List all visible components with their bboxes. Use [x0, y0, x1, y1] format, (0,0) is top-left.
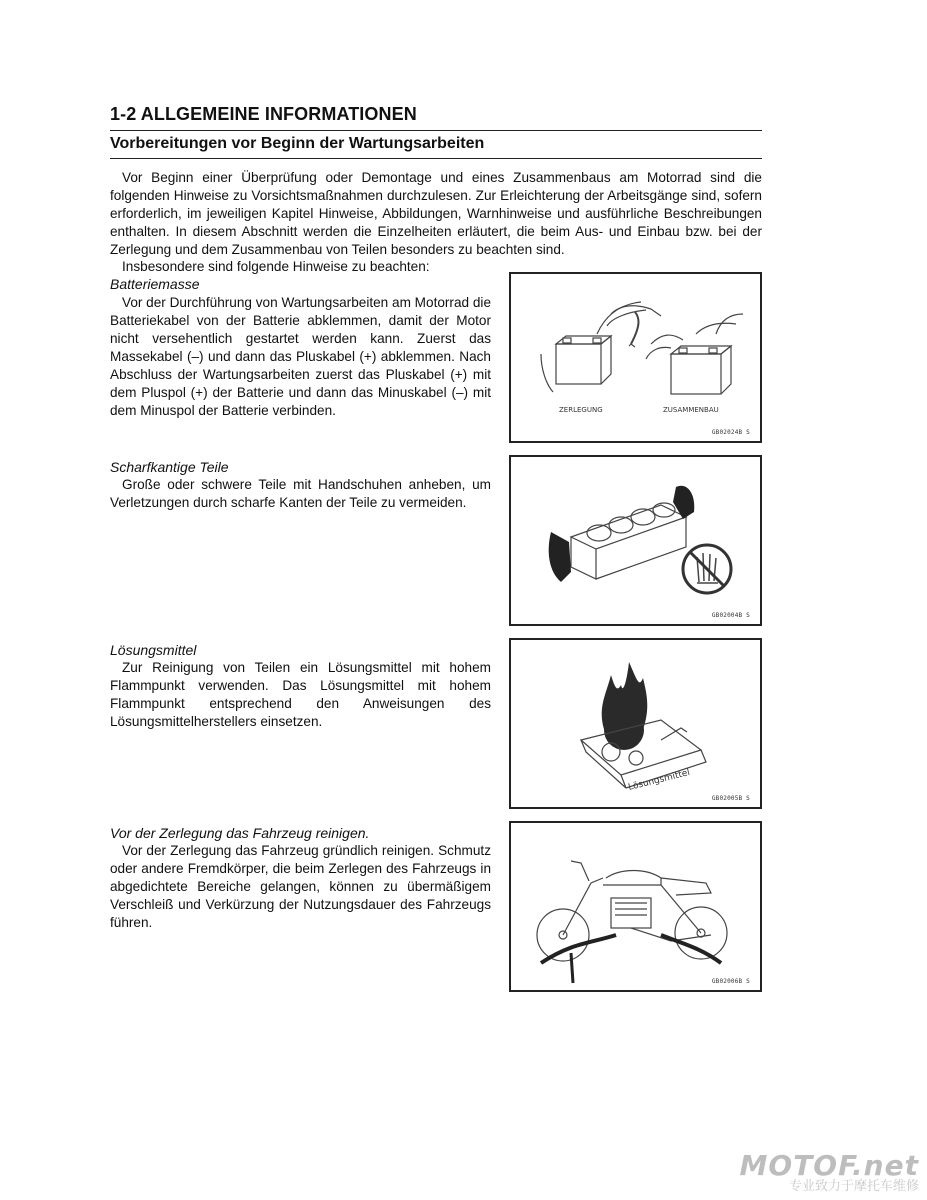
- section-heading-clean-vehicle: Vor der Zerlegung das Fahrzeug reinigen.: [110, 825, 370, 841]
- figure-code: GB02024B S: [711, 429, 750, 436]
- section-body-clean-vehicle: Vor der Zerlegung das Fahrzeug gründlich reinigen. Schmutz oder andere Fremdkörper, die beim Zerlegen des Fahrzeugs in abgedichtete Bereiche gelangen, können zu übermäßigem Verschleiß und Verkürzung der Nutzungsdauer des Fahrzeugs führen.: [110, 843, 491, 930]
- figure-code: GB02005B S: [711, 795, 750, 802]
- watermark: [739, 1149, 919, 1194]
- section-body-battery: Vor der Durchführung von Wartungsarbeiten am Motorrad die Batteriekabel von der Batterie abklemmen, damit der Motor nicht versehentlich gestartet werden kann. Zuerst das Massekabel (–) und dann das Pluskabel (+) abklemmen. Nach Abschluss der Wartungsarbeiten zuerst das Pluskabel (+) mit dem Pluspol (+) der Batterie und dann das Minuskabel (–) mit dem Minuspol der Batterie verbinden.: [110, 295, 491, 418]
- figure-battery: [509, 272, 762, 443]
- figure-sharp-parts: [509, 455, 762, 626]
- section-body-solvent: Zur Reinigung von Teilen ein Lösungsmittel mit hohem Flammpunkt verwenden. Das Lösungsmittel mit hohem Flammpunkt entsprechend den Anweisungen des Lösungsmittelherstellers einsetzen.: [110, 660, 491, 729]
- gloves-illustration: [511, 457, 760, 624]
- chapter-title: 1-2 ALLGEMEINE INFORMATIONEN: [110, 104, 417, 124]
- divider: [110, 158, 762, 159]
- section-title: Vorbereitungen vor Beginn der Wartungsarbeiten: [110, 135, 485, 152]
- watermark-tagline: 专业致力于摩托车维修: [788, 1179, 919, 1194]
- figure-code: GB02004B S: [711, 612, 750, 619]
- figure-label-right: ZUSAMMENBAU: [663, 406, 719, 414]
- tray-label: Lösungsmittel: [627, 767, 692, 793]
- solvent-illustration: [511, 640, 760, 807]
- note-paragraph: Insbesondere sind folgende Hinweise zu beachten:: [122, 259, 430, 274]
- section-body-sharp-parts: Große oder schwere Teile mit Handschuhen anheben, um Verletzungen durch scharfe Kanten der Teile zu vermeiden.: [110, 477, 491, 510]
- section-heading-battery: Batteriemasse: [110, 276, 200, 292]
- divider: [110, 130, 762, 131]
- section-heading-solvent: Lösungsmittel: [110, 642, 197, 658]
- intro-paragraph: Vor Beginn einer Überprüfung oder Demontage und eines Zusammenbaus am Motorrad sind die folgenden Hinweise zu Vorsichtsmaßnahmen durchzulesen. Zur Erleichterung der Arbeitsgänge sind, sofern erforderlich, im jeweiligen Kapitel Hinweise, Abbildungen, Warnhinweise und ausführliche Beschreibungen enthalten. In diesem Abschnitt werden die Einzelheiten erläutert, die beim Aus- und Einbau bzw. bei der Zerlegung und dem Zusammenbau von Teilen besonders zu beachten sind.: [110, 170, 762, 257]
- motorcycle-illustration: [511, 823, 760, 990]
- figure-code: GB02006B S: [711, 978, 750, 985]
- figure-clean-vehicle: [509, 821, 762, 992]
- figure-solvent: [509, 638, 762, 809]
- battery-illustration: [511, 274, 760, 441]
- figure-label-left: ZERLEGUNG: [559, 406, 603, 414]
- watermark-logo: MOTOF.net: [739, 1149, 919, 1182]
- section-heading-sharp-parts: Scharfkantige Teile: [110, 459, 229, 475]
